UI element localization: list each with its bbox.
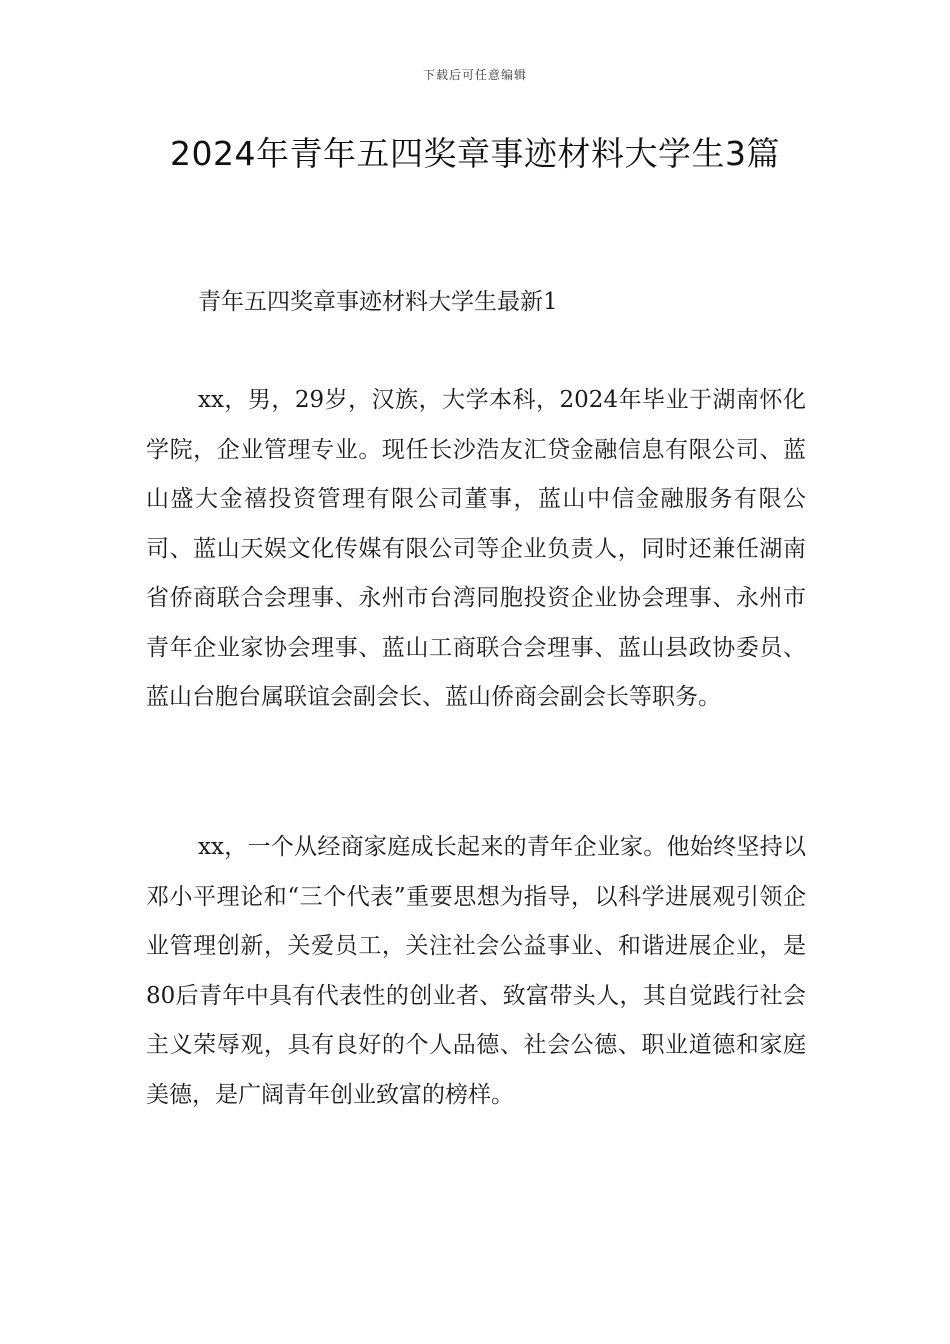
header-note: 下载后可任意编辑 bbox=[422, 68, 527, 82]
document-title: 2024年青年五四奖章事迹材料大学生3篇 bbox=[170, 134, 780, 173]
body-paragraph: xx，一个从经商家庭成长起来的青年企业家。他始终坚持以邓小平理论和“三个代表”重要思想为指导，以科学进展观引领企业管理创新，关爱员工，关注社会公益事业、和谐进展企业，是80后青年中具有代表性的创业者、致富带头人，其自觉践行社会主义荣辱观，具有良好的个人品德、社会公德、职业道德和家庭美德，是广阔青年创业致富的榜样。 bbox=[146, 834, 806, 1108]
section-heading: 青年五四奖章事迹材料大学生最新1 bbox=[198, 289, 558, 315]
body-paragraph: xx，男，29岁，汉族，大学本科，2024年毕业于湖南怀化学院，企业管理专业。现任长沙浩友汇贷金融信息有限公司、蓝山盛大金禧投资管理有限公司董事，蓝山中信金融服务有限公司、蓝山天娱文化传媒有限公司等企业负责人，同时还兼任湖南省侨商联合会理事、永州市台湾同胞投资企业协会理事、永州市青年企业家协会理事、蓝山工商联合会理事、蓝山县政协委员、蓝山台胞台属联谊会副会长、蓝山侨商会副会长等职务。 bbox=[146, 387, 806, 710]
